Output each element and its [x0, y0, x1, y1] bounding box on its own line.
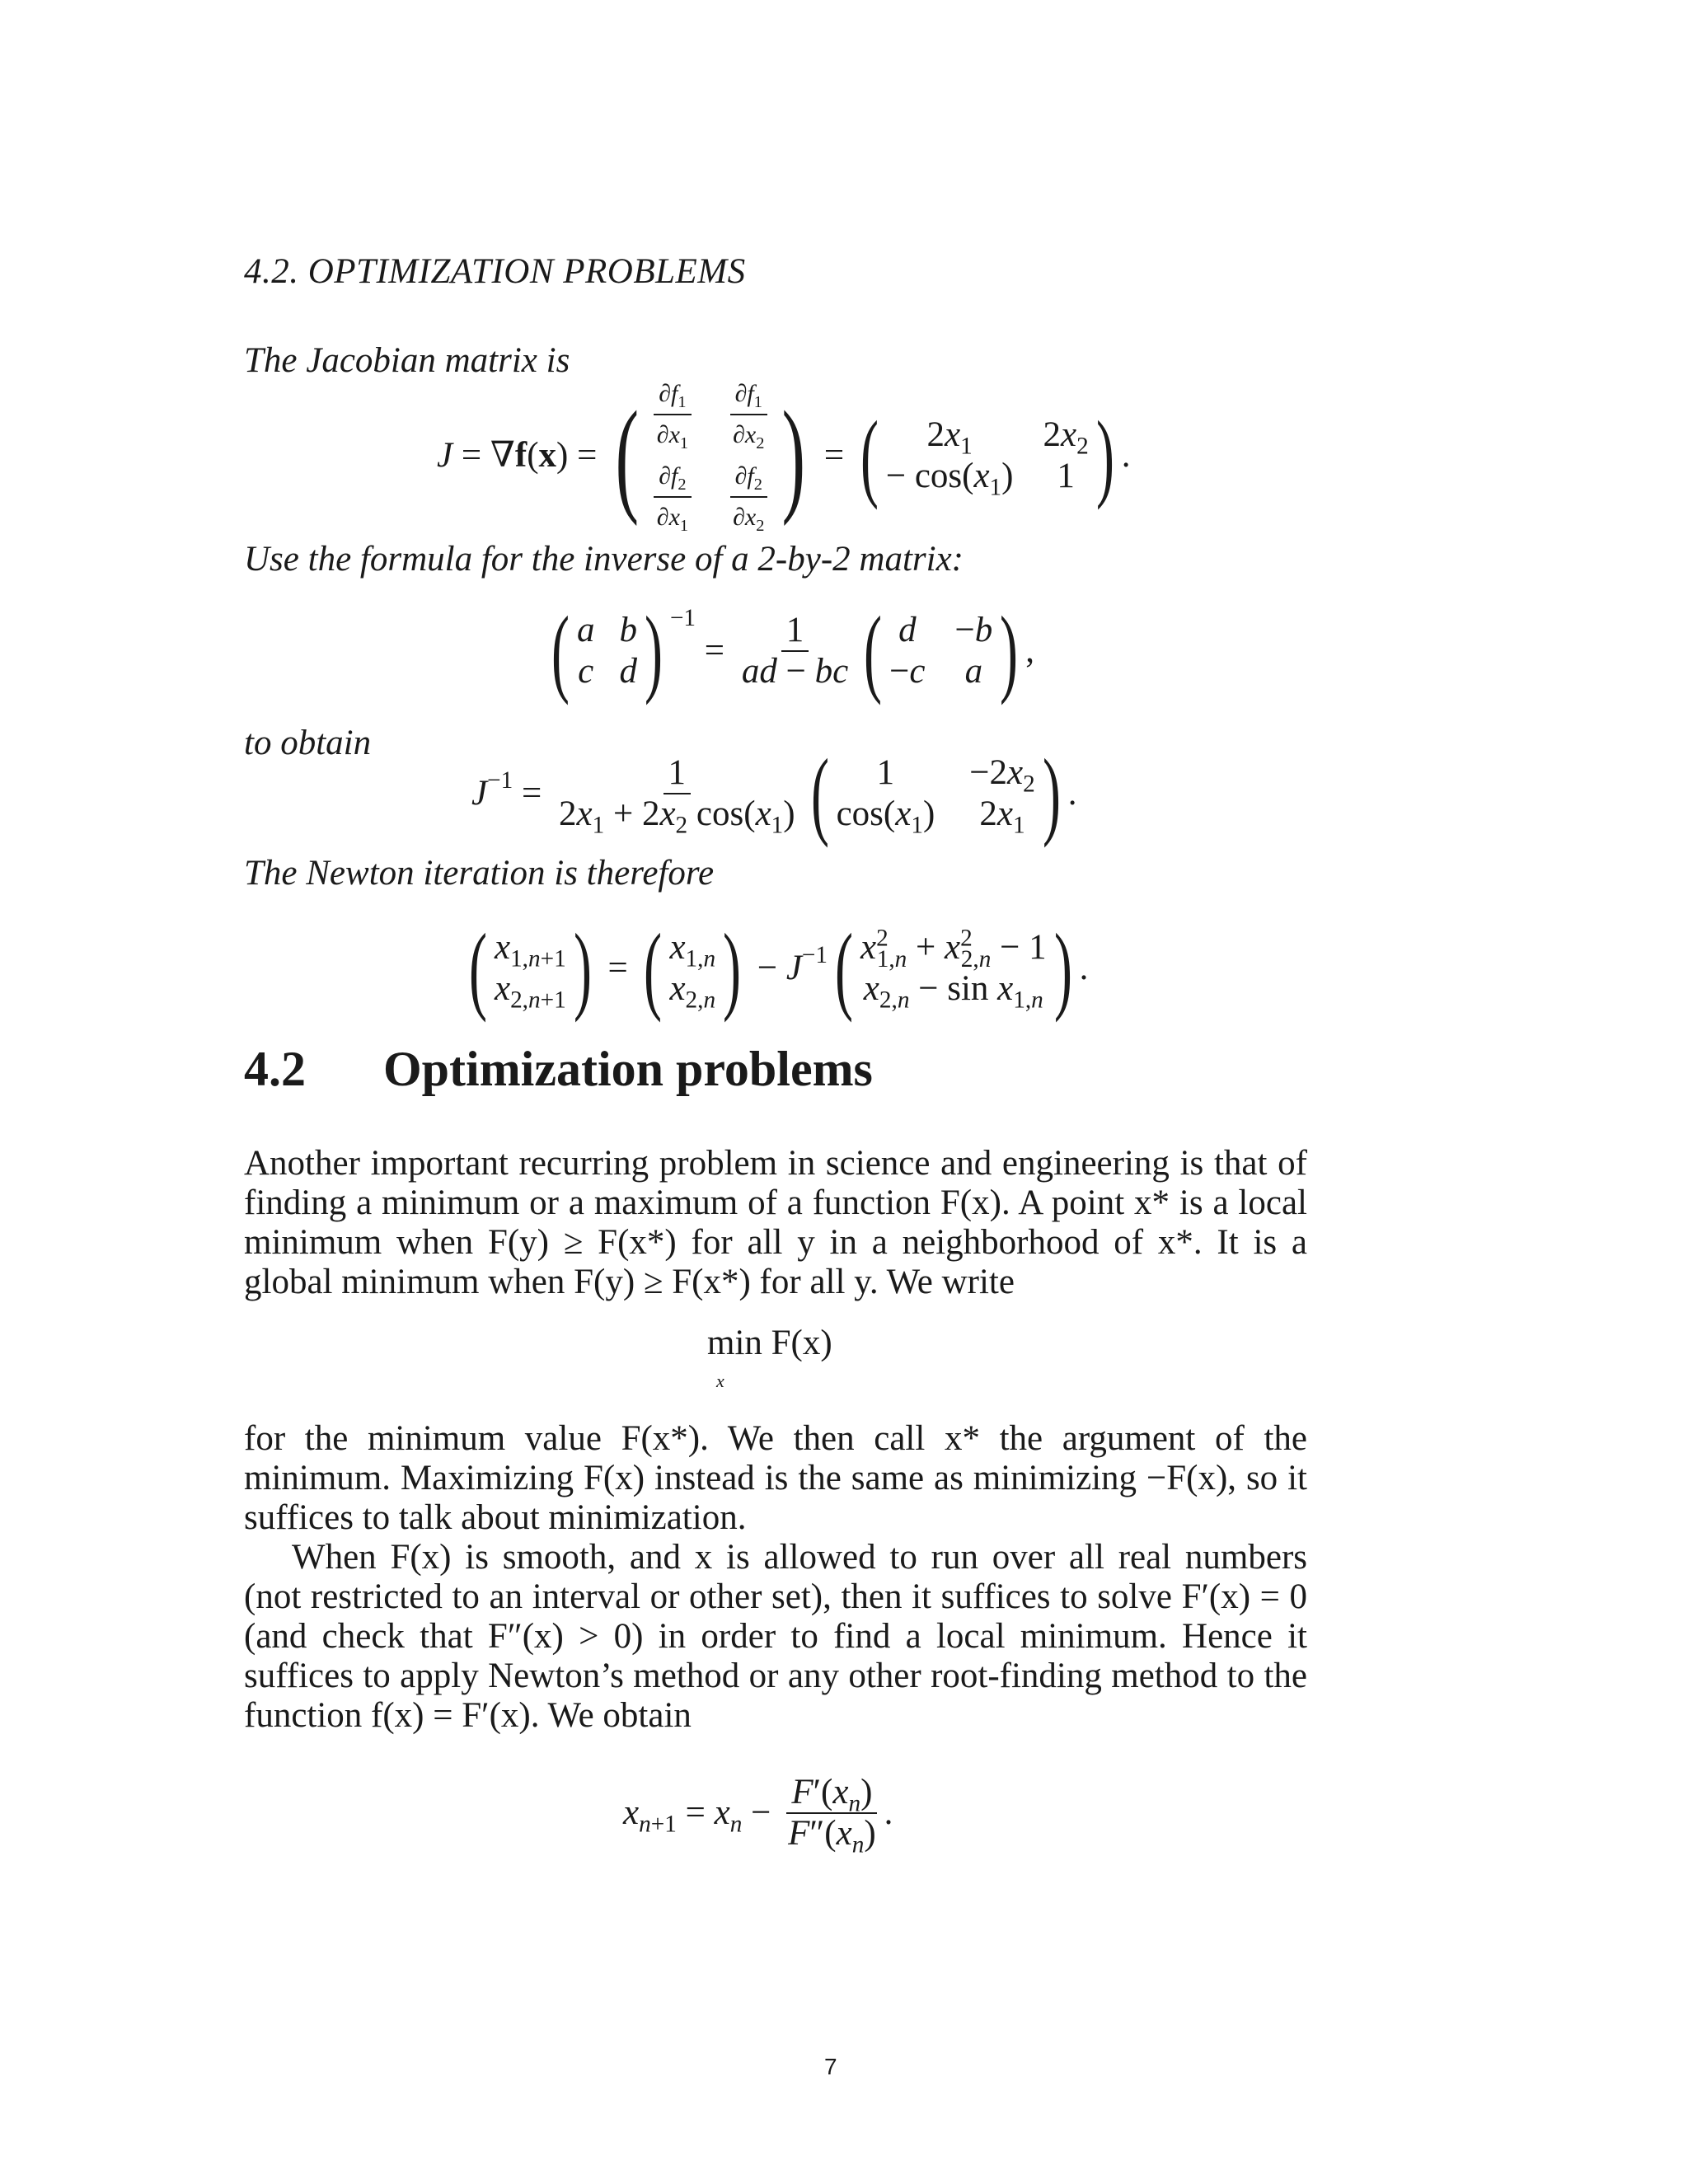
section-heading [244, 1040, 873, 1098]
to-obtain-text: to obtain [244, 724, 372, 762]
jacobian-equation: J = ∇ f ( x ) = ( $\frac{\partial f_1}{\partial x_1}$ $\frac{\partial f_1}{\partial x_2}$ $\frac{\partial f_2}{\partial x_1}$ $\frac{\partial f_2}{\partial x_2}$ ) = ( $2x_1$ $2x_2$ − $\cos(x_1)$ 1 ) . [437, 394, 1130, 518]
paragraph-3: When F(x) is smooth, and x is allowed to run over all real numbers (not restricted to an interval or other set), then it suffices to solve F′(x) = 0 (and check that F″(x) > 0) in order to find a local minimum. Hence it suffices to apply Newton’s method or any other root-finding method to the function f(x) = F′(x). We obtain [244, 1538, 1307, 1735]
jacobian-intro-text: The Jacobian matrix is [244, 341, 570, 380]
newton-1d-equation: $x_{n+1}$ = $x_n$ − $\frac{F'(x_n)}{F''(x_n)}$ . [623, 1773, 893, 1858]
running-head: 4.2. OPTIMIZATION PROBLEMS [244, 252, 746, 291]
inverse-formula-intro-text: Use the formula for the inverse of a 2-by-2 matrix: [244, 540, 964, 579]
paragraph-2: for the minimum value F(x*). We then call x* the argument of the minimum. Maximizing F(x) instead is the same as minimizing −F(x), so it suffices to talk about minimization. [244, 1419, 1307, 1537]
inverse-general-equation: ( a b c d ) $^{-1}$ = $\frac{1}{ad - bc}$ ( d −b −c a ) , [551, 596, 1034, 705]
min-expression: min F(x) [707, 1324, 832, 1362]
section-title: Optimization problems [383, 1042, 873, 1096]
newton-iteration-equation: ( $x_{1,n+1}$ $x_{2,n+1}$ ) = ( $x_{1,n}$ $x_{2,n}$ ) − J $^{-1}$ ( $x^2_{1,n} + x^2_{2,n} - 1$ $x_{2,n} - \sin x_{1,n}$ ) . [468, 913, 1089, 1023]
section-number: 4.2 [244, 1042, 306, 1096]
paragraph-1: Another important recurring problem in science and engineering is that of finding a minimum or a maximum of a function F(x). A point x* is a local minimum when F(y) ≥ F(x*) for all y in a neighborhood of x*. It is a global minimum when F(y) ≥ F(x*) for all y. We write [244, 1144, 1307, 1301]
newton-intro-text: The Newton iteration is therefore [244, 854, 715, 893]
min-equation [707, 1324, 832, 1401]
page-number: 7 [824, 2054, 837, 2079]
min-subscript: x [715, 1371, 724, 1391]
jacobian-inverse-equation: J $^{-1}$ = $\frac{1}{2x_1 + 2x_2 \cos(x_1)}$ ( 1 $-2x_2$ $\cos(x_1)$ $2x_1$ ) . [471, 738, 1077, 848]
